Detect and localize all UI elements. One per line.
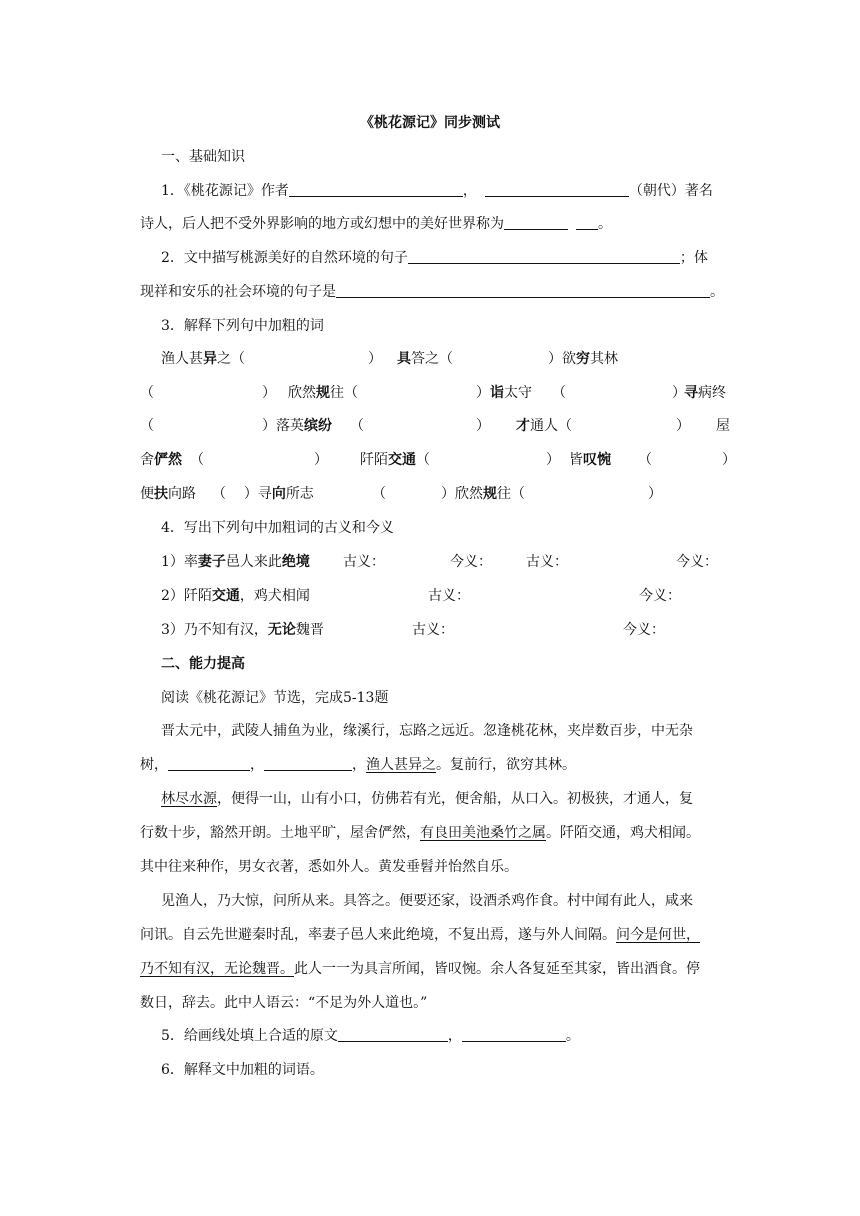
- question-6: 6．解释文中加粗的词语。: [161, 1062, 324, 1078]
- vocab-paren[interactable]: （: [190, 452, 204, 468]
- answer-blank[interactable]: [504, 214, 568, 230]
- answer-blank[interactable]: [289, 181, 463, 197]
- question-text: 诗人，后人把不受外界影响的地方或幻想中的美好世界称为: [140, 216, 504, 232]
- answer-blank[interactable]: [264, 755, 352, 771]
- passage-line: 晋太元中，武陵人捕鱼为业，缘溪行，忘路之远近。忽逢桃花林，夹岸数百步，中无杂: [161, 723, 693, 739]
- vocab-paren[interactable]: ）: [476, 418, 490, 434]
- vocab-paren[interactable]: ）: [722, 452, 736, 468]
- question-text: 《桃花源记》作者: [183, 183, 289, 199]
- answer-blank[interactable]: [408, 248, 680, 264]
- vocab-paren[interactable]: ）: [314, 452, 328, 468]
- underlined-phrase: 林尽水源: [161, 791, 217, 807]
- vocab-paren[interactable]: ）: [676, 418, 690, 434]
- ancient-meaning-label: 古义：: [526, 554, 568, 570]
- question-5: [161, 1026, 580, 1046]
- question-text: 给画线处填上合适的原文: [183, 1028, 338, 1044]
- q4-sentence: 3）乃不知有汉，无论魏晋: [161, 622, 324, 638]
- vocab-text: ）欲穷其林: [548, 351, 618, 367]
- vocab-text: 便扶向路: [140, 486, 196, 502]
- vocab-paren[interactable]: （: [140, 385, 154, 401]
- vocab-text: 诣太守: [490, 385, 532, 401]
- punctuation: 。: [565, 1028, 580, 1044]
- passage-line: 乃不知有汉，无论魏晋。此人一一为具言所闻，皆叹惋。余人各复延至其家，皆出酒食。停: [140, 961, 700, 977]
- q4-sentence: 2）阡陌交通，鸡犬相闻: [161, 588, 310, 604]
- answer-blank[interactable]: [462, 1026, 566, 1042]
- modern-meaning-label: 今义：: [450, 554, 492, 570]
- passage-line: 树， ， ，渔人甚异之。复前行，欲穷其林。: [140, 757, 576, 773]
- passage-line: 见渔人，乃大惊，问所从来。具答之。便要还家，设酒杀鸡作食。村中闻有此人，咸来: [161, 893, 693, 909]
- vocab-paren[interactable]: ）: [262, 385, 276, 401]
- question-text: 现祥和安乐的社会环境的句子是: [140, 284, 336, 300]
- vocab-text: 渔人甚异之（: [161, 351, 245, 367]
- question-number: 2．: [161, 250, 184, 266]
- ancient-meaning-label: 古义：: [343, 554, 385, 570]
- answer-blank[interactable]: [485, 181, 629, 197]
- passage-line: 数日，辞去。此中人语云：“不足为外人道也。”: [140, 995, 428, 1011]
- vocab-paren[interactable]: （: [552, 385, 566, 401]
- vocab-paren[interactable]: ）: [368, 351, 382, 367]
- punctuation: ，: [447, 1028, 462, 1044]
- answer-blank[interactable]: [338, 1026, 448, 1042]
- question-1-line-2: [140, 214, 612, 234]
- punctuation: 。: [598, 216, 612, 232]
- question-text: （朝代）著名: [628, 183, 713, 199]
- vocab-text: 屋: [716, 418, 730, 434]
- vocab-paren[interactable]: ）: [476, 385, 490, 401]
- vocab-text: 才通人（: [516, 418, 572, 434]
- answer-blank[interactable]: [168, 755, 250, 771]
- modern-meaning-label: 今义：: [639, 588, 681, 604]
- section-heading: 一、基础知识: [161, 149, 245, 165]
- underlined-phrase: 有良田美池桑竹之属: [420, 825, 546, 841]
- vocab-paren[interactable]: （: [638, 452, 652, 468]
- page-title: 《桃花源记》同步测试: [360, 115, 500, 131]
- passage-line: 问讯。自云先世避秦时乱，率妻子邑人来此绝境，不复出焉，遂与外人间隔。问今是何世，: [140, 927, 700, 943]
- vocab-paren[interactable]: （: [140, 418, 154, 434]
- modern-meaning-label: 今义：: [676, 554, 718, 570]
- underlined-phrase: 渔人甚异之: [366, 757, 436, 773]
- vocab-paren[interactable]: ）: [648, 486, 662, 502]
- vocab-text: ）落英缤纷: [262, 418, 332, 434]
- punctuation: 。: [710, 284, 724, 300]
- passage-line: 行数十步，豁然开朗。土地平旷，屋舍俨然，有良田美池桑竹之属。阡陌交通，鸡犬相闻。: [140, 825, 700, 841]
- vocab-text: 皆叹惋: [569, 452, 611, 468]
- passage-line: 其中往来种作，男女衣著，悉如外人。黄发垂髫并怡然自乐。: [140, 859, 518, 875]
- section-heading: 二、能力提高: [161, 656, 245, 672]
- vocab-text: ）欣然规往（: [441, 486, 525, 502]
- question-text: 文中描写桃源美好的自然环境的句子: [183, 250, 408, 266]
- vocab-text: 舍俨然: [140, 452, 182, 468]
- question-3-heading: 3．解释下列句中加粗的词: [161, 318, 324, 334]
- vocab-paren[interactable]: ）: [546, 452, 560, 468]
- vocab-paren[interactable]: ）: [672, 385, 686, 401]
- question-2-line-2: [140, 282, 724, 302]
- underlined-phrase: 乃不知有汉，无论魏晋。: [140, 961, 294, 977]
- vocab-paren[interactable]: （: [372, 486, 386, 502]
- punctuation: ，: [462, 183, 477, 199]
- question-text: ；体: [679, 250, 708, 266]
- vocab-text: 具答之（: [397, 351, 453, 367]
- q4-sentence: 1）率妻子邑人来此绝境: [161, 554, 310, 570]
- question-number: 5．: [161, 1028, 184, 1044]
- question-1-line-1: [161, 181, 713, 201]
- question-number: 1．: [161, 183, 184, 199]
- answer-blank[interactable]: [576, 214, 598, 230]
- answer-blank[interactable]: [336, 282, 710, 298]
- vocab-paren[interactable]: （ ）寻向所志: [212, 486, 314, 502]
- underlined-phrase: 问今是何世，: [616, 927, 700, 943]
- question-2-line-1: [161, 248, 708, 268]
- passage-line: 林尽水源，便得一山，山有小口，仿佛若有光，便舍船，从口入。初极狭，才通人，复: [161, 791, 693, 807]
- vocab-text: 阡陌交通（: [360, 452, 430, 468]
- ancient-meaning-label: 古义：: [412, 622, 454, 638]
- question-4-heading: 4．写出下列句中加粗词的古义和今义: [161, 520, 394, 536]
- vocab-paren[interactable]: （: [350, 418, 364, 434]
- modern-meaning-label: 今义：: [623, 622, 665, 638]
- reading-intro: 阅读《桃花源记》节选，完成5-13题: [161, 690, 389, 706]
- vocab-text: 寻病终: [684, 385, 726, 401]
- vocab-text: 欣然规往（: [288, 385, 358, 401]
- ancient-meaning-label: 古义：: [428, 588, 470, 604]
